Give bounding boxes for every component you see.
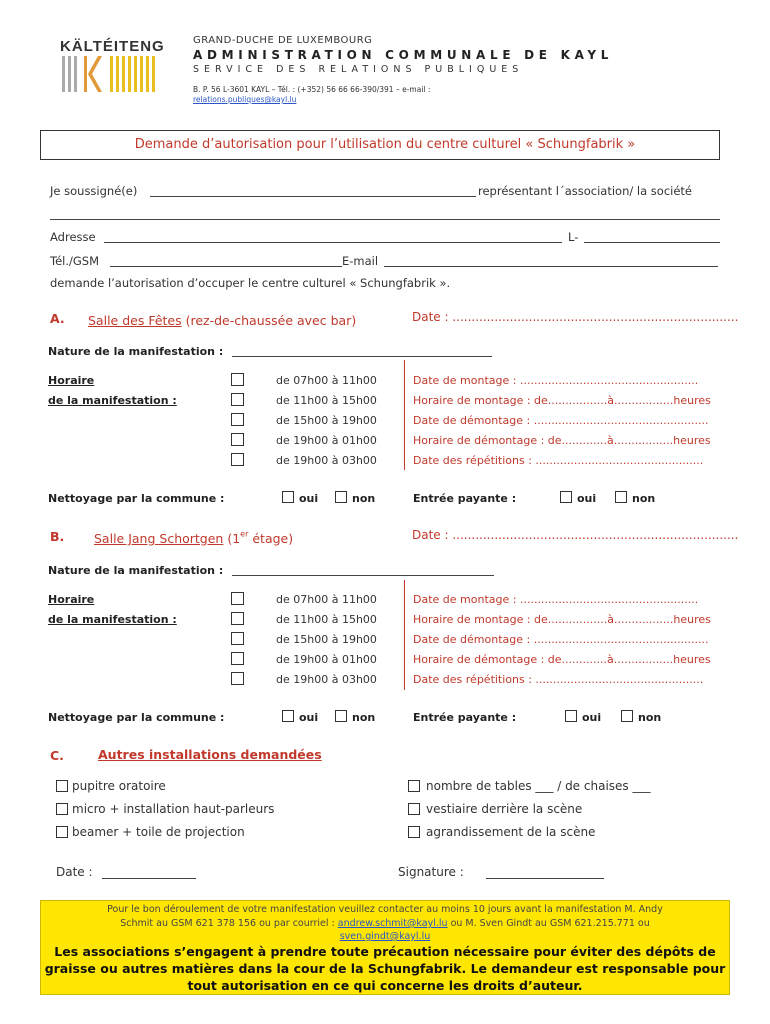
section-b-divider: [404, 580, 405, 690]
header-administration: ADMINISTRATION COMMUNALE DE KAYL: [193, 48, 614, 62]
footer-contact-line-3: [40, 931, 730, 942]
soussigne-field[interactable]: [150, 196, 476, 197]
section-a-entree-oui-label: oui: [577, 492, 597, 505]
footer-contact-mid: ou M. Sven Gindt au GSM 621.215.771 ou: [450, 918, 650, 929]
section-a-horaire-label-2: de la manifestation :: [48, 394, 177, 407]
footer-notice-line-3: tout autorisation en ce qui concerne les droits d’auteur.: [187, 978, 583, 993]
section-b-entree-oui-checkbox[interactable]: [565, 710, 577, 722]
section-b-nettoyage-label: Nettoyage par la commune :: [48, 711, 225, 724]
section-a-nature-label: Nature de la manifestation :: [48, 345, 224, 358]
section-a-horaire-label: Horaire: [48, 374, 95, 387]
section-a-slot-1: de 07h00 à 11h00: [276, 374, 377, 387]
postal-code-field[interactable]: [584, 242, 720, 243]
section-b-entree-non-label: non: [638, 711, 662, 724]
beamer-checkbox[interactable]: [56, 826, 68, 838]
representant-label: représentant l´association/ la société: [478, 184, 693, 198]
section-b-letter: B.: [50, 529, 65, 544]
footer-notice-line-2: graisse ou autres matières dans la cour de la Schungfabrik. Le demandeur est responsable pour: [44, 961, 726, 976]
vestiaire-checkbox[interactable]: [408, 803, 420, 815]
section-b-subtitle-sup: er: [240, 529, 249, 539]
section-b-nature-field[interactable]: [232, 575, 494, 576]
signature-field[interactable]: [486, 878, 604, 879]
sign-date-field[interactable]: [102, 878, 196, 879]
footer-notice-line-1: Les associations s’engagent à prendre toute précaution nécessaire pour éviter des dépôts de: [54, 944, 716, 959]
section-c-letter: C.: [50, 748, 64, 763]
section-a-nettoyage-non-checkbox[interactable]: [335, 491, 347, 503]
footer-contact-pre: Schmit au GSM 621 378 156 ou par courriel :: [120, 918, 335, 929]
section-b-horaire-label: Horaire: [48, 593, 95, 606]
section-b-subtitle-post: étage): [248, 531, 294, 546]
section-a-date[interactable]: Date : ...........................................................................: [412, 310, 739, 324]
agrandissement-checkbox[interactable]: [408, 826, 420, 838]
section-b-montage-date[interactable]: Date de montage : ...................................................: [413, 593, 699, 606]
logo-text: KÄLTÉITENG: [60, 38, 165, 55]
tables-checkbox[interactable]: [408, 780, 420, 792]
section-b-slot-1: de 07h00 à 11h00: [276, 593, 377, 606]
section-a-slot-3-checkbox[interactable]: [231, 413, 244, 426]
section-b-slot-4: de 19h00 à 01h00: [276, 653, 377, 666]
section-a-slot-5-checkbox[interactable]: [231, 453, 244, 466]
section-a-slot-2-checkbox[interactable]: [231, 393, 244, 406]
header-contact: B. P. 56 L-3601 KAYL – Tél. : (+352) 56 66 66-390/391 – e-mail :: [193, 85, 431, 94]
section-b-slot-2: de 11h00 à 15h00: [276, 613, 377, 626]
vestiaire-label: vestiaire derrière la scène: [426, 802, 583, 816]
section-b-title: Salle Jang Schortgen: [94, 531, 224, 546]
section-b-nettoyage-non-checkbox[interactable]: [335, 710, 347, 722]
section-a-entree-oui-checkbox[interactable]: [560, 491, 572, 503]
section-c-title: Autres installations demandées: [98, 747, 322, 762]
section-a-demontage-date[interactable]: Date de démontage : ..................................................: [413, 414, 709, 427]
postal-code-label: L-: [568, 230, 579, 244]
adresse-field[interactable]: [104, 242, 562, 243]
section-a-divider: [404, 360, 405, 470]
section-b-nettoyage-oui-label: oui: [299, 711, 319, 724]
section-a-nettoyage-oui-label: oui: [299, 492, 319, 505]
section-a-letter: A.: [50, 311, 65, 326]
tables-label: nombre de tables ___ / de chaises ___: [426, 779, 651, 793]
pupitre-checkbox[interactable]: [56, 780, 68, 792]
section-a-slot-4-checkbox[interactable]: [231, 433, 244, 446]
section-a-entree-label: Entrée payante :: [413, 492, 517, 505]
section-a-heading: [88, 310, 356, 329]
email-label: E-mail: [342, 254, 379, 268]
section-b-slot-3: de 15h00 à 19h00: [276, 633, 377, 646]
section-a-entree-non-label: non: [632, 492, 656, 505]
section-b-slot-3-checkbox[interactable]: [231, 632, 244, 645]
email-field[interactable]: [384, 266, 718, 267]
soussigne-label: Je soussigné(e): [50, 184, 138, 198]
section-a-nature-field[interactable]: [232, 356, 492, 357]
association-field[interactable]: [50, 219, 720, 220]
section-a-demontage-hours[interactable]: Horaire de démontage : de.............à.................heures: [413, 434, 711, 447]
section-a-entree-non-checkbox[interactable]: [615, 491, 627, 503]
micro-label: micro + installation haut-parleurs: [72, 802, 275, 816]
section-a-repetitions-date[interactable]: Date des répétitions : ................................................: [413, 454, 704, 467]
section-b-demontage-hours[interactable]: Horaire de démontage : de.............à.................heures: [413, 653, 711, 666]
footer-email-andrew[interactable]: andrew.schmit@kayl.lu: [337, 918, 448, 929]
section-b-slot-4-checkbox[interactable]: [231, 652, 244, 665]
page-title: Demande d’autorisation pour l’utilisation du centre culturel « Schungfabrik »: [134, 137, 636, 152]
sign-date-label: Date :: [56, 865, 93, 879]
header-email-link[interactable]: relations.publiques@kayl.lu: [193, 95, 297, 104]
micro-checkbox[interactable]: [56, 803, 68, 815]
section-a-nettoyage-non-label: non: [352, 492, 376, 505]
agrandissement-label: agrandissement de la scène: [426, 825, 596, 839]
section-a-slot-5: de 19h00 à 03h00: [276, 454, 377, 467]
footer-contact-line-1: Pour le bon déroulement de votre manifestation veuillez contacter au moins 10 jours avant la manifestation M. Andy: [107, 904, 663, 915]
section-b-nature-label: Nature de la manifestation :: [48, 564, 224, 577]
tel-field[interactable]: [110, 266, 342, 267]
header-country: GRAND-DUCHE DE LUXEMBOURG: [193, 35, 373, 46]
section-b-entree-label: Entrée payante :: [413, 711, 517, 724]
section-a-slot-4: de 19h00 à 01h00: [276, 434, 377, 447]
section-b-slot-2-checkbox[interactable]: [231, 612, 244, 625]
section-b-slot-1-checkbox[interactable]: [231, 592, 244, 605]
section-b-horaire-label-2: de la manifestation :: [48, 613, 177, 626]
footer-email-sven[interactable]: sven.gindt@kayl.lu: [339, 931, 431, 942]
section-a-slot-1-checkbox[interactable]: [231, 373, 244, 386]
section-a-slot-2: de 11h00 à 15h00: [276, 394, 377, 407]
section-a-slot-3: de 15h00 à 19h00: [276, 414, 377, 427]
section-b-heading: [94, 528, 293, 547]
adresse-label: Adresse: [50, 230, 96, 244]
section-a-nettoyage-oui-checkbox[interactable]: [282, 491, 294, 503]
kalteiteng-logo-icon: [60, 54, 160, 94]
section-a-title: Salle des Fêtes: [88, 313, 182, 328]
section-b-subtitle-pre: (1: [223, 531, 241, 546]
signature-label: Signature :: [398, 865, 464, 879]
section-a-montage-date[interactable]: Date de montage : ...................................................: [413, 374, 699, 387]
pupitre-label: pupitre oratoire: [72, 779, 166, 793]
section-b-nettoyage-non-label: non: [352, 711, 376, 724]
beamer-label: beamer + toile de projection: [72, 825, 245, 839]
footer-contact-line-2: [40, 918, 730, 929]
section-b-entree-non-checkbox[interactable]: [621, 710, 633, 722]
section-b-date[interactable]: Date : ...........................................................................: [412, 528, 739, 542]
section-b-slot-5-checkbox[interactable]: [231, 672, 244, 685]
section-b-slot-5: de 19h00 à 03h00: [276, 673, 377, 686]
section-b-montage-hours[interactable]: Horaire de montage : de.................à.................heures: [413, 613, 711, 626]
section-a-subtitle: (rez-de-chaussée avec bar): [181, 313, 357, 328]
header-service: SERVICE DES RELATIONS PUBLIQUES: [193, 64, 524, 75]
section-b-demontage-date[interactable]: Date de démontage : ..................................................: [413, 633, 709, 646]
section-b-repetitions-date[interactable]: Date des répétitions : ................................................: [413, 673, 704, 686]
demande-text: demande l’autorisation d’occuper le centre culturel « Schungfabrik ».: [50, 276, 451, 290]
section-a-montage-hours[interactable]: Horaire de montage : de.................à.................heures: [413, 394, 711, 407]
tel-label: Tél./GSM: [50, 254, 100, 268]
section-b-nettoyage-oui-checkbox[interactable]: [282, 710, 294, 722]
section-b-entree-oui-label: oui: [582, 711, 602, 724]
section-a-nettoyage-label: Nettoyage par la commune :: [48, 492, 225, 505]
